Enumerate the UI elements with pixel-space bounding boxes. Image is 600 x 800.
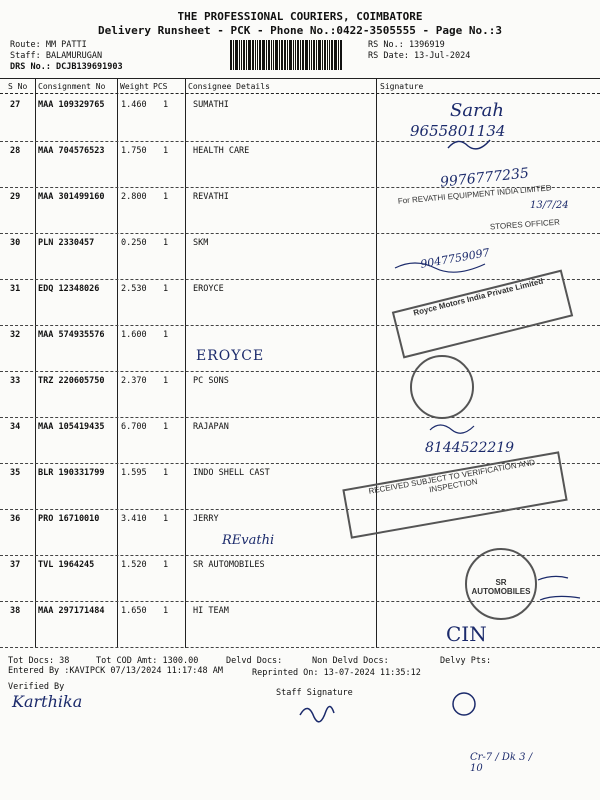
row-serial: 31 — [10, 284, 21, 294]
row-pcs: 1 — [163, 330, 169, 340]
drs-number: DRS No.: DCJB139691903 — [10, 62, 123, 72]
row-consignee: HEALTH CARE — [193, 146, 250, 156]
verified-by: Verified By — [8, 682, 65, 692]
staff: Staff: BALAMURUGAN — [10, 51, 103, 61]
row-consignment-no: TVL 1964245 — [38, 560, 95, 570]
row-pcs: 1 — [163, 146, 169, 156]
verified-signature: Karthika — [12, 692, 83, 711]
row-consignment-no: PRO 16710010 — [38, 514, 100, 524]
signature-37-scribble — [538, 576, 580, 600]
row-pcs: 1 — [163, 560, 169, 570]
row-consignment-no: MAA 297171484 — [38, 606, 105, 616]
received-stamp: RECEIVED SUBJECT TO VERIFICATION AND INSPECTION — [342, 451, 567, 538]
row-serial: 29 — [10, 192, 21, 202]
handwritten-revathi: REvathi — [222, 533, 275, 548]
row-weight: 2.530 — [121, 284, 147, 294]
staff-signature-scribble — [300, 706, 334, 721]
row-serial: 35 — [10, 468, 21, 478]
col-sno: S No — [8, 82, 28, 91]
delivery-points: Delvy Pts: — [440, 656, 492, 666]
row-serial: 36 — [10, 514, 21, 524]
entered-by: Entered By :KAVIPCK 07/13/2024 11:17:48 AM — [8, 666, 223, 676]
row-consignment-no: BLR 190331799 — [38, 468, 105, 478]
row-weight: 1.600 — [121, 330, 147, 340]
handwritten-eroyce: EROYCE — [196, 348, 265, 364]
row-weight: 1.650 — [121, 606, 147, 616]
col-signature: Signature — [380, 82, 424, 91]
row-consignment-no: MAA 105419435 — [38, 422, 105, 432]
signature-28-scribble — [448, 140, 490, 149]
row-weight: 1.460 — [121, 100, 147, 110]
total-cod: Tot COD Amt: 1300.00 — [96, 656, 199, 666]
phone-31: 9047759097 — [419, 246, 491, 271]
col-pcs: PCS — [153, 82, 168, 91]
signature-27: Sarah — [450, 100, 504, 121]
row-weight: 3.410 — [121, 514, 147, 524]
row-consignment-no: MAA 704576523 — [38, 146, 105, 156]
revathi-stamp: For REVATHI EQUIPMENT INDIA LIMITED — [397, 183, 552, 206]
date-mark: 13/7/24 — [530, 200, 569, 211]
row-consignee: PC SONS — [193, 376, 229, 386]
stores-officer-stamp: STORES OFFICER — [489, 217, 561, 232]
row-weight: 2.370 — [121, 376, 147, 386]
row-consignment-no: EDQ 12348026 — [38, 284, 100, 294]
row-weight: 6.700 — [121, 422, 147, 432]
row-consignment-no: TRZ 220605750 — [38, 376, 105, 386]
phone-27: 9655801134 — [410, 122, 506, 140]
royce-motors-stamp: Royce Motors India Private Limited — [392, 270, 573, 359]
row-serial: 32 — [10, 330, 21, 340]
row-pcs: 1 — [163, 376, 169, 386]
phone-34: 8144522219 — [425, 440, 515, 456]
row-consignee: SR AUTOMOBILES — [193, 560, 265, 570]
row-consignee: REVATHI — [193, 192, 229, 202]
col-consignee: Consignee Details — [188, 82, 270, 91]
row-pcs: 1 — [163, 468, 169, 478]
row-pcs: 1 — [163, 606, 169, 616]
non-delivered-docs: Non Delvd Docs: — [312, 656, 389, 666]
row-consignment-no: MAA 574935576 — [38, 330, 105, 340]
col-weight: Weight — [120, 82, 149, 91]
row-consignee: JERRY — [193, 514, 219, 524]
row-serial: 34 — [10, 422, 21, 432]
circle-mark — [453, 693, 475, 715]
row-pcs: 1 — [163, 100, 169, 110]
row-consignee: INDO SHELL CAST — [193, 468, 270, 478]
row-pcs: 1 — [163, 514, 169, 524]
row-serial: 37 — [10, 560, 21, 570]
handwritten-cin: CIN — [446, 622, 487, 646]
row-pcs: 1 — [163, 238, 169, 248]
row-pcs: 1 — [163, 192, 169, 202]
row-consignment-no: MAA 301499160 — [38, 192, 105, 202]
runsheet-subtitle: Delivery Runsheet - PCK - Phone No.:0422-3505555 - Page No.:3 — [98, 24, 502, 37]
row-pcs: 1 — [163, 284, 169, 294]
row-consignment-no: MAA 109329765 — [38, 100, 105, 110]
row-pcs: 1 — [163, 422, 169, 432]
row-weight: 1.595 — [121, 468, 147, 478]
row-consignee: EROYCE — [193, 284, 224, 294]
route: Route: MM PATTI — [10, 40, 87, 50]
reprinted-on: Reprinted On: 13-07-2024 11:35:12 — [252, 668, 421, 678]
row-serial: 33 — [10, 376, 21, 386]
total-docs: Tot Docs: 38 — [8, 656, 70, 666]
rs-number: RS No.: 1396919 — [368, 40, 445, 50]
staff-signature: Staff Signature — [276, 688, 353, 698]
row-consignee: HI TEAM — [193, 606, 229, 616]
row-serial: 27 — [10, 100, 21, 110]
row-serial: 28 — [10, 146, 21, 156]
company-title: THE PROFESSIONAL COURIERS, COIMBATORE — [177, 10, 423, 23]
signature-31-scribble — [395, 263, 485, 272]
phone-28: 9976777235 — [439, 165, 530, 191]
row-serial: 30 — [10, 238, 21, 248]
row-weight: 0.250 — [121, 238, 147, 248]
row-weight: 1.750 — [121, 146, 147, 156]
signature-34-scribble — [430, 425, 474, 433]
row-consignee: RAJAPAN — [193, 422, 229, 432]
delivered-docs: Delvd Docs: — [226, 656, 283, 666]
row-consignment-no: PLN 2330457 — [38, 238, 95, 248]
corner-note: Cr-7 / Dk 3 / 10 — [470, 752, 533, 774]
row-weight: 1.520 — [121, 560, 147, 570]
sr-automobiles-seal: SR AUTOMOBILES — [465, 548, 537, 620]
col-consignment: Consignment No — [38, 82, 106, 91]
row-weight: 2.800 — [121, 192, 147, 202]
rs-date: RS Date: 13-Jul-2024 — [368, 51, 471, 61]
row-consignee: SUMATHI — [193, 100, 229, 110]
row-consignee: SKM — [193, 238, 209, 248]
row-serial: 38 — [10, 606, 21, 616]
